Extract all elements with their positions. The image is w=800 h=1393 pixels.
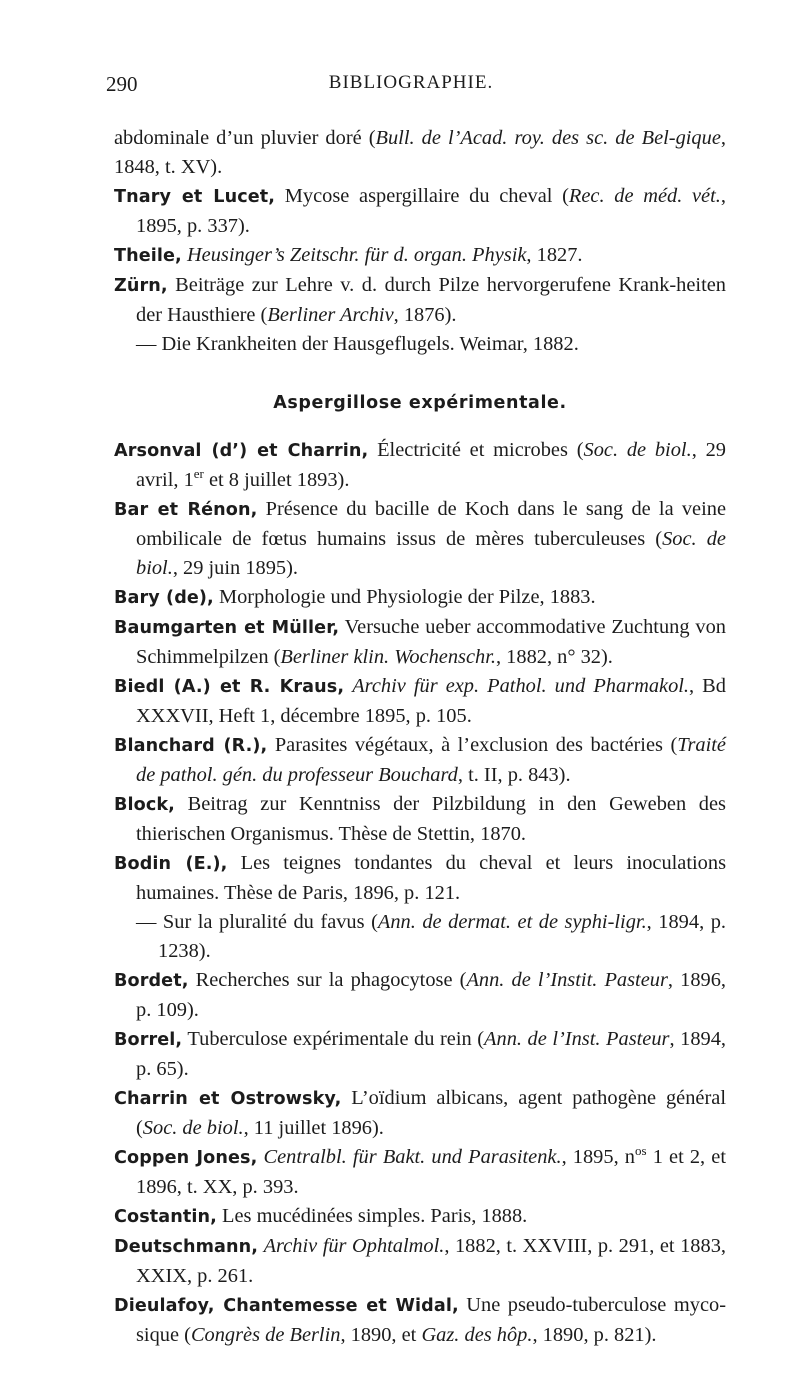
bibliography-entry: Baumgarten et Müller, Versuche ueber accommodative Zuchtung von Schimmelpilzen (Berliner klin. Wochenschr., 1882, n° 32). xyxy=(114,616,726,668)
bibliography-body xyxy=(114,124,726,1350)
bibliography-entry: Dieulafoy, Chantemesse et Widal, Une pseudo-tuberculose myco-sique (Congrès de Berlin, 1890, et Gaz. des hôp., 1890, p. 821). xyxy=(114,1294,726,1346)
bibliography-entry: — Sur la pluralité du favus (Ann. de dermat. et de syphi-ligr., 1894, p. 1238). xyxy=(136,911,726,962)
bibliography-entry: Theile, Heusinger’s Zeitschr. für d. organ. Physik, 1827. xyxy=(114,244,583,266)
section-heading: Aspergillose expérimentale. xyxy=(273,393,567,413)
bibliography-entry: Bodin (E.), Les teignes tondantes du cheval et leurs inoculations humaines. Thèse de Paris, 1896, p. 121. xyxy=(114,852,727,904)
entry-author: Charrin et Ostrowsky, xyxy=(114,1089,342,1109)
entry-author: Dieulafoy, Chantemesse et Widal, xyxy=(114,1296,459,1316)
bibliography-entry: Costantin, Les mucédinées simples. Paris, 1888. xyxy=(114,1205,528,1227)
running-head: BIBLIOGRAPHIE. xyxy=(328,72,494,93)
entry-author: Bordet, xyxy=(114,971,189,991)
bibliography-entry: Arsonval (d’) et Charrin, Électricité et microbes (Soc. de biol., 29 avril, 1er et 8 juillet 1893). xyxy=(114,439,726,491)
entry-author: Arsonval (d’) et Charrin, xyxy=(114,441,369,461)
bibliography-entry: Coppen Jones, Centralbl. für Bakt. und Parasitenk., 1895, $n^{os}$ 1 et 2, et 1896, t. XX, p. 393. xyxy=(114,1143,726,1198)
ditto-dash: — xyxy=(136,911,157,933)
bibliography-entry: Blanchard (R.), Parasites végétaux, à l’exclusion des bactéries (Traité de pathol. gén. du professeur Bouchard, t. II, p. 843). xyxy=(114,734,726,786)
entry-author: Baumgarten et Müller, xyxy=(114,618,340,638)
ditto-dash: — xyxy=(136,333,157,355)
bibliography-entry: Charrin et Ostrowsky, L’oïdium albicans, agent pathogène général (Soc. de biol., 11 juillet 1896). xyxy=(114,1087,726,1139)
entry-author: Bary (de), xyxy=(114,588,214,608)
bibliography-entry: Bordet, Recherches sur la phagocytose (Ann. de l’Instit. Pasteur, 1896, p. 109). xyxy=(114,969,727,1021)
bibliography-entry: Deutschmann, Archiv für Ophtalmol., 1882, t. XXVIII, p. 291, et 1883, XXIX, p. 261. xyxy=(114,1235,726,1287)
bibliography-entry: — Die Krankheiten der Hausgeflugels. Weimar, 1882. xyxy=(136,333,579,355)
entry-author: Bodin (E.), xyxy=(114,854,228,874)
bibliography-entry: Block, Beitrag zur Kenntniss der Pilzbildung in den Geweben des thierischen Organismus. Thèse de Stettin, 1870. xyxy=(114,793,726,845)
entry-author: Biedl (A.) et R. Kraus, xyxy=(114,677,345,697)
entry-author: Costantin, xyxy=(114,1207,217,1227)
bibliography-entry: Zürn, Beiträge zur Lehre v. d. durch Pilze hervorgerufene Krank-heiten der Hausthiere (Berliner Archiv, 1876). xyxy=(114,274,726,326)
bibliography-entry: Tnary et Lucet, Mycose aspergillaire du cheval (Rec. de méd. vét., 1895, p. 337). xyxy=(114,185,726,237)
entry-author: Borrel, xyxy=(114,1030,183,1050)
bibliography-entry: Bar et Rénon, Présence du bacille de Koch dans le sang de la veine ombilicale de fœtus humains issus de mères tuberculeuses (Soc. de biol., 29 juin 1895). xyxy=(114,498,726,579)
entry-author: Deutschmann, xyxy=(114,1237,259,1257)
entry-author: Zürn, xyxy=(114,276,168,296)
page-number: 290 xyxy=(106,72,138,96)
bibliography-entry: Biedl (A.) et R. Kraus, Archiv für exp. Pathol. und Pharmakol., Bd XXXVII, Heft 1, décembre 1895, p. 105. xyxy=(114,675,726,727)
page-header xyxy=(96,72,726,102)
entry-author: Coppen Jones, xyxy=(114,1148,258,1168)
entry-author: Block, xyxy=(114,795,175,815)
bibliography-entry: Bary (de), Morphologie und Physiologie der Pilze, 1883. xyxy=(114,586,596,608)
bibliography-entry: Borrel, Tuberculose expérimentale du rein (Ann. de l’Inst. Pasteur, 1894, p. 65). xyxy=(114,1028,727,1080)
bibliography-entry: abdominale d’un pluvier doré (Bull. de l’Acad. roy. des sc. de Bel-gique, 1848, t. XV). xyxy=(114,127,726,178)
entry-author: Theile, xyxy=(114,246,182,266)
entry-author: Tnary et Lucet, xyxy=(114,187,276,207)
entry-author: Bar et Rénon, xyxy=(114,500,258,520)
entry-author: Blanchard (R.), xyxy=(114,736,268,756)
